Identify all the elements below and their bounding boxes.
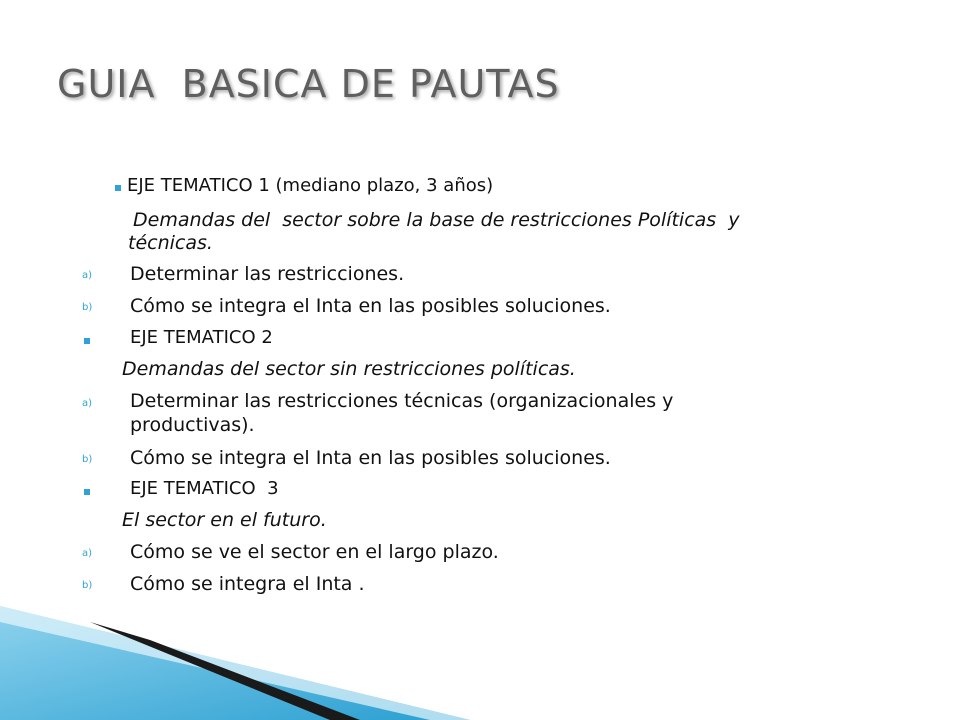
square-bullet-icon: [84, 489, 90, 495]
bullet-text: EJE TEMATICO 1 (mediano plazo, 3 años): [127, 175, 494, 196]
subtitle-line: Demandas del sector sin restricciones políticas.: [122, 358, 576, 380]
bullet-text: EJE TEMATICO 2: [130, 327, 273, 348]
item-text: Cómo se ve el sector en el largo plazo.: [130, 541, 499, 563]
list-marker: b): [82, 580, 93, 591]
item-text: Cómo se integra el Inta en las posibles soluciones.: [130, 295, 611, 317]
slide-title: GUIA BASICA DE PAUTAS: [57, 62, 560, 106]
square-bullet-icon: [115, 185, 121, 191]
list-marker: b): [82, 302, 93, 313]
bullet-text: EJE TEMATICO 3: [130, 478, 279, 499]
square-bullet-icon: [84, 338, 90, 344]
item-text: productivas).: [130, 414, 255, 436]
item-text: Cómo se integra el Inta .: [130, 573, 365, 595]
item-text: Cómo se integra el Inta en las posibles soluciones.: [130, 447, 611, 469]
list-marker: a): [82, 548, 93, 559]
list-marker: a): [82, 270, 93, 281]
item-text: Determinar las restricciones.: [130, 263, 405, 285]
subtitle-line: técnicas.: [128, 232, 213, 254]
list-marker: b): [82, 454, 93, 465]
subtitle-line: Demandas del sector sobre la base de restricciones Políticas y: [133, 209, 740, 231]
subtitle-line: El sector en el futuro.: [122, 509, 327, 531]
item-text: Determinar las restricciones técnicas (organizacionales y: [130, 390, 674, 412]
list-marker: a): [82, 398, 93, 409]
